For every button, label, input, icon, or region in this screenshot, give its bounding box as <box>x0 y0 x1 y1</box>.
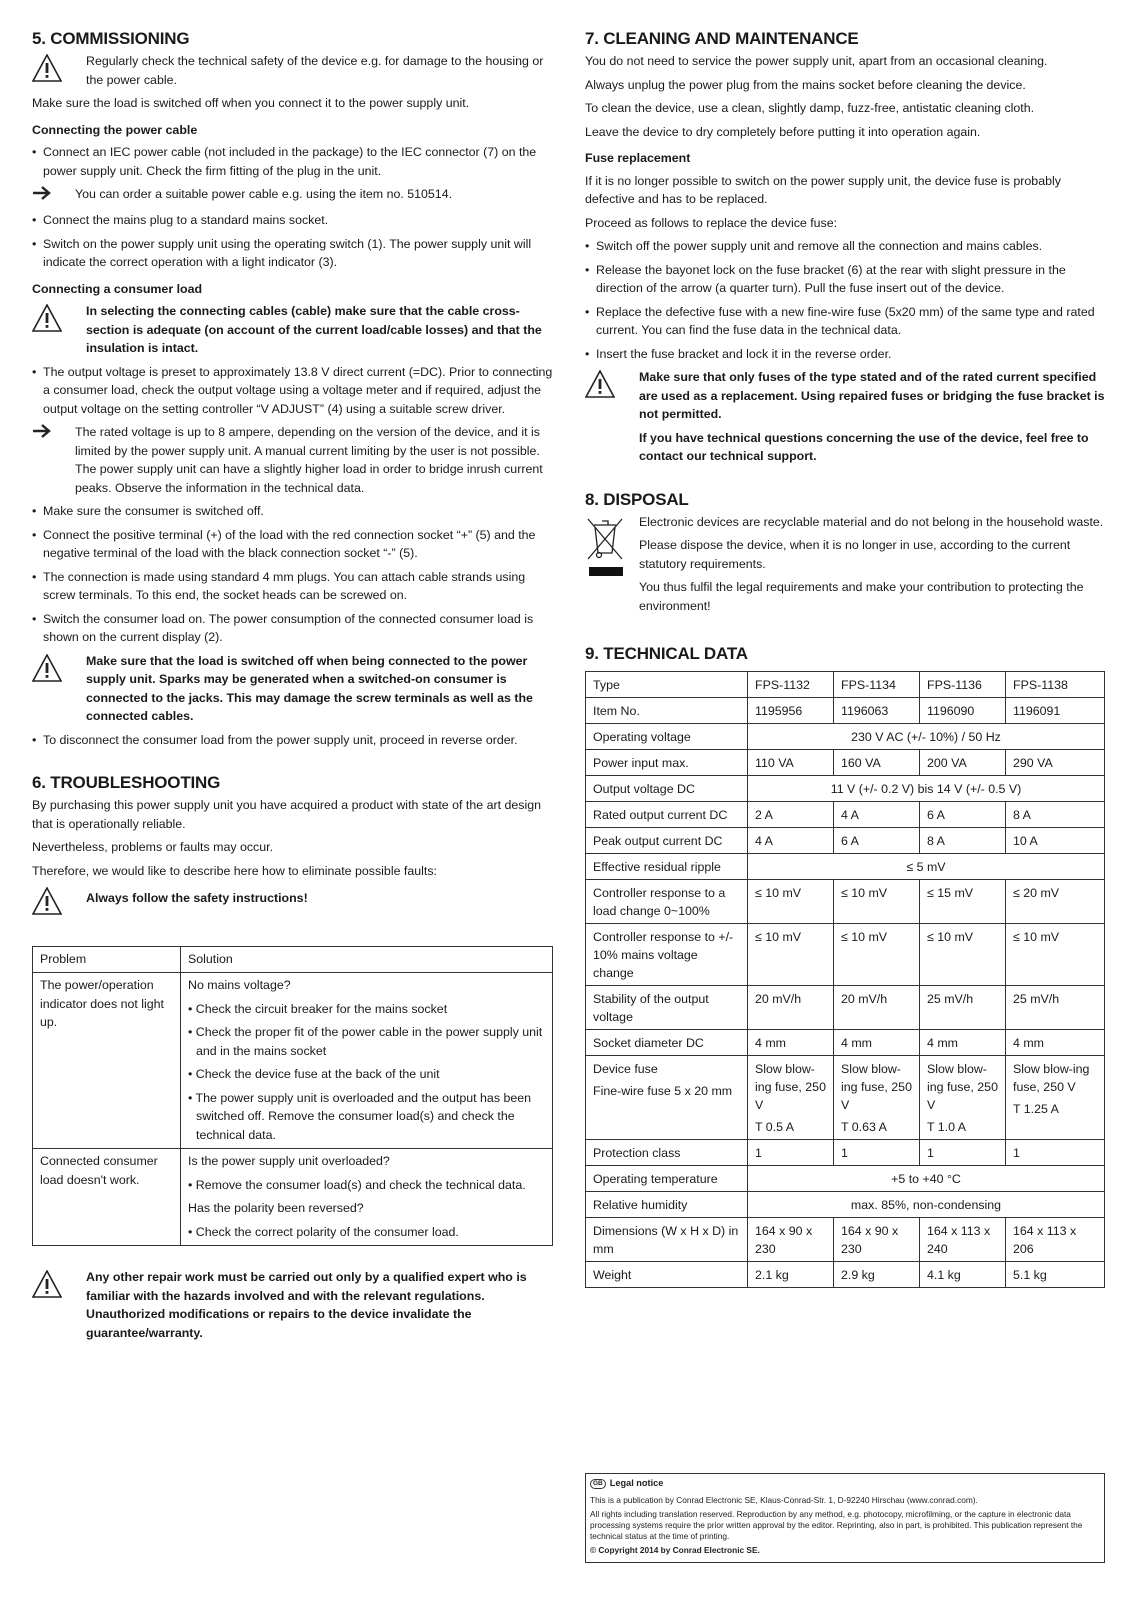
table-cell-label: Operating temperature <box>586 1166 748 1192</box>
table-cell: 4 mm <box>834 1030 920 1056</box>
warning-triangle-icon <box>32 302 86 358</box>
table-cell: ≤ 10 mV <box>748 924 834 986</box>
paragraph: Leave the device to dry completely before putting it into operation again. <box>585 124 981 139</box>
warning-triangle-icon <box>32 652 86 726</box>
table-cell: 164 x 90 x 230 <box>748 1218 834 1262</box>
warning-triangle-icon <box>32 885 86 921</box>
table-cell: ≤ 10 mV <box>834 924 920 986</box>
table-cell-label: Rated output current DC <box>586 802 748 828</box>
table-cell: 290 VA <box>1006 750 1105 776</box>
table-cell: 4 mm <box>748 1030 834 1056</box>
table-cell: 2.1 kg <box>748 1262 834 1288</box>
table-cell: 20 mV/h <box>748 986 834 1030</box>
table-row <box>586 1030 1105 1056</box>
technical-data-table <box>585 671 1105 1288</box>
table-cell: 1196090 <box>920 698 1006 724</box>
table-cell-label: Controller response to a load change 0~100% <box>586 880 748 924</box>
bullet-item: • Switch the consumer load on. The power consumption of the connected consumer load is shown on the current display (2). <box>32 610 553 647</box>
right-arrow-icon <box>32 185 75 206</box>
table-cell: 1195956 <box>748 698 834 724</box>
table-cell: 164 x 113 x 240 <box>920 1218 1006 1262</box>
cell-line: Slow blow-ing fuse, 250 V <box>841 1062 912 1112</box>
table-cell: 1 <box>920 1140 1006 1166</box>
legal-text: All rights including translation reserved. Reproduction by any method, e.g. photocopy, microfilming, or the capture in electronic data processing systems require the prior written approval by the editor. Reprinting, also in part, is prohibited. This publication represent the technical status at the time of printing. <box>590 1509 1083 1541</box>
table-cell: ≤ 10 mV <box>1006 924 1105 986</box>
table-cell: 25 mV/h <box>920 986 1006 1030</box>
table-cell: +5 to +40 °C <box>748 1166 1105 1192</box>
paragraph: You thus fulfil the legal requirements and make your contribution to protecting the environment! <box>639 580 1084 613</box>
table-cell-label: Type <box>586 672 748 698</box>
table-cell-solution <box>181 1149 553 1246</box>
table-cell: max. 85%, non-condensing <box>748 1192 1105 1218</box>
warning-block <box>32 52 553 89</box>
table-row <box>586 1140 1105 1166</box>
warning-block <box>32 652 553 726</box>
table-cell: 1 <box>834 1140 920 1166</box>
solution-line: No mains voltage? <box>188 978 291 992</box>
table-cell-label: Dimensions (W x H x D) in mm <box>586 1218 748 1262</box>
table-cell: 1 <box>1006 1140 1105 1166</box>
table-cell-label: Stability of the output voltage <box>586 986 748 1030</box>
warning-text: Always follow the safety instructions! <box>86 891 308 905</box>
table-cell: 6 A <box>834 828 920 854</box>
table-cell-solution <box>181 973 553 1149</box>
table-cell-label: Output voltage DC <box>586 776 748 802</box>
warning-text: Make sure that the load is switched off when being connected to the power supply unit. Sparks may be generated when a switched-on consumer is connected to the jacks. This may damage the screw terminals as well as the connected cables. <box>86 653 533 723</box>
table-cell: ≤ 15 mV <box>920 880 1006 924</box>
right-arrow-icon <box>32 423 75 497</box>
section-heading-commissioning: 5. COMMISSIONING <box>32 29 190 48</box>
warning-block <box>32 302 553 358</box>
table-cell: 11 V (+/- 0.2 V) bis 14 V (+/- 0.5 V) <box>748 776 1105 802</box>
solution-line: Has the polarity been reversed? <box>188 1201 364 1215</box>
table-row <box>586 672 1105 698</box>
table-row <box>586 698 1105 724</box>
table-cell-label: Effective residual ripple <box>586 854 748 880</box>
warning-triangle-icon <box>585 368 639 466</box>
warning-triangle-icon <box>32 52 86 89</box>
table-cell-label: Peak output current DC <box>586 828 748 854</box>
section-heading-disposal: 8. DISPOSAL <box>585 489 689 509</box>
table-cell: 4 mm <box>920 1030 1006 1056</box>
table-cell-label <box>586 1056 748 1140</box>
bullet-item: • Release the bayonet lock on the fuse bracket (6) at the rear with slight pressure in the direction of the arrow (a quarter turn). Pull the fuse insert out of the device. <box>585 261 1105 298</box>
bullet-item: • Switch on the power supply unit using the operating switch (1). The power supply unit will indicate the correct operation with a light indicator (3). <box>32 235 553 272</box>
troubleshooting-table <box>32 946 553 1247</box>
paragraph: To clean the device, use a clean, slightly damp, fuzz-free, antistatic cleaning cloth. <box>585 101 1035 115</box>
table-row <box>586 986 1105 1030</box>
table-cell: 4 mm <box>1006 1030 1105 1056</box>
paragraph: Proceed as follows to replace the device fuse: <box>585 215 838 230</box>
table-cell-label: Socket diameter DC <box>586 1030 748 1056</box>
note-text: The rated voltage is up to 8 ampere, depending on the version of the device, and it is limited by the power supply unit. A manual current limiting by the user is not possible. The power supply unit can have a slightly higher load in order to bridge inrush current peaks. Observe the information in the technical data. <box>75 425 543 495</box>
table-cell: 110 VA <box>748 750 834 776</box>
table-cell-label: Protection class <box>586 1140 748 1166</box>
table-cell: FPS-1138 <box>1006 672 1105 698</box>
crossed-out-wheelie-bin-icon <box>585 513 639 621</box>
table-cell: 20 mV/h <box>834 986 920 1030</box>
section-heading-cleaning: 7. CLEANING AND MAINTENANCE <box>585 29 859 48</box>
table-row <box>586 1192 1105 1218</box>
warning-text: Any other repair work must be carried out only by a qualified expert who is familiar with the hazards involved and with the relevant regulations. Unauthorized modifications or repairs to the device invalidate the guarantee/warranty. <box>86 1270 527 1340</box>
solution-line: • Check the correct polarity of the consumer load. <box>188 1224 459 1239</box>
table-cell: ≤ 5 mV <box>748 854 1105 880</box>
note-text: You can order a suitable power cable e.g. using the item no. 510514. <box>75 187 453 201</box>
table-cell: 230 V AC (+/- 10%) / 50 Hz <box>748 724 1105 750</box>
table-cell-label: Relative humidity <box>586 1192 748 1218</box>
solution-line: • Remove the consumer load(s) and check the technical data. <box>188 1177 526 1192</box>
paragraph: Therefore, we would like to describe here how to eliminate possible faults: <box>32 863 437 878</box>
table-header-row <box>33 946 553 973</box>
subheading: Fuse replacement <box>585 151 691 165</box>
disposal-block <box>585 513 1105 621</box>
table-cell: FPS-1134 <box>834 672 920 698</box>
cell-line: Slow blow-ing fuse, 250 V <box>1013 1062 1090 1094</box>
table-cell: 5.1 kg <box>1006 1262 1105 1288</box>
table-cell: ≤ 10 mV <box>834 880 920 924</box>
solution-line: • Check the proper fit of the power cable in the power supply unit and in the mains socket <box>188 1025 543 1058</box>
table-cell: 1 <box>748 1140 834 1166</box>
table-cell-problem: The power/operation indicator does not light up. <box>33 973 181 1149</box>
table-cell: ≤ 10 mV <box>748 880 834 924</box>
paragraph: Electronic devices are recyclable material and do not belong in the household waste. <box>639 514 1104 529</box>
table-row <box>586 776 1105 802</box>
cell-line: T 0.63 A <box>841 1120 887 1134</box>
table-cell: 164 x 113 x 206 <box>1006 1218 1105 1262</box>
table-row <box>33 1149 553 1246</box>
solution-line: • Check the circuit breaker for the mains socket <box>188 1001 448 1016</box>
table-cell-label: Item No. <box>586 698 748 724</box>
warning-triangle-icon <box>32 1268 86 1342</box>
solution-line: • The power supply unit is overloaded and the output has been switched off. Remove the consumer load(s) and check the technical data. <box>188 1090 532 1142</box>
warning-text-group <box>639 368 1105 466</box>
bullet-item: • Replace the defective fuse with a new fine-wire fuse (5x20 mm) of the same type and rated current. You can find the fuse data in the technical data. <box>585 303 1105 340</box>
cell-line: Device fuse <box>593 1062 658 1076</box>
table-cell: 2.9 kg <box>834 1262 920 1288</box>
table-cell: FPS-1136 <box>920 672 1006 698</box>
paragraph: Make sure the load is switched off when you connect it to the power supply unit. <box>32 96 470 110</box>
table-cell: 1196091 <box>1006 698 1105 724</box>
warning-block <box>585 368 1105 466</box>
paragraph: Nevertheless, problems or faults may occur. <box>32 840 274 854</box>
paragraph: Always unplug the power plug from the mains socket before cleaning the device. <box>585 77 1026 92</box>
table-row <box>586 750 1105 776</box>
paragraph: If it is no longer possible to switch on the power supply unit, the device fuse is probably defective and has to be replaced. <box>585 173 1061 206</box>
table-cell: ≤ 20 mV <box>1006 880 1105 924</box>
cell-line: T 0.5 A <box>755 1120 795 1134</box>
table-cell-label: Weight <box>586 1262 748 1288</box>
table-cell-problem: Connected consumer load doesn't work. <box>33 1149 181 1246</box>
table-cell: 160 VA <box>834 750 920 776</box>
bullet-item: • To disconnect the consumer load from the power supply unit, proceed in reverse order. <box>32 731 553 750</box>
table-row <box>33 973 553 1149</box>
disposal-text-group <box>639 513 1105 621</box>
bullet-item: • Connect the mains plug to a standard mains socket. <box>32 211 553 230</box>
legal-text: This is a publication by Conrad Electronic SE, Klaus-Conrad-Str. 1, D-92240 Hirschau (www.conrad.com). <box>590 1495 978 1505</box>
table-cell-label: Operating voltage <box>586 724 748 750</box>
bullet-item: • The connection is made using standard 4 mm plugs. You can attach cable strands using screw terminals. To this end, the socket heads can be screwed on. <box>32 568 553 605</box>
warning-block <box>32 1268 553 1342</box>
table-cell <box>748 1056 834 1140</box>
section-heading-technical-data: 9. TECHNICAL DATA <box>585 644 748 663</box>
table-cell <box>834 1056 920 1140</box>
table-row <box>586 828 1105 854</box>
paragraph: Please dispose the device, when it is no longer in use, according to the current statutory requirements. <box>639 538 1071 571</box>
paragraph: You do not need to service the power supply unit, apart from an occasional cleaning. <box>585 54 1048 68</box>
table-cell: 2 A <box>748 802 834 828</box>
table-cell: FPS-1132 <box>748 672 834 698</box>
table-cell: 25 mV/h <box>1006 986 1105 1030</box>
note-block <box>32 423 553 497</box>
warning-block <box>32 885 553 921</box>
table-header-cell: Problem <box>33 946 181 973</box>
table-row <box>586 724 1105 750</box>
table-row <box>586 1056 1105 1140</box>
warning-text: Make sure that only fuses of the type stated and of the rated current specified are used as a replacement. Using repaired fuses or bridging the fuse bracket is not permitted. <box>639 370 1105 421</box>
warning-text: In selecting the connecting cables (cable) make sure that the cable cross-section is adequate (on account of the current load/cable losses) and that the insulation is intact. <box>86 304 542 355</box>
table-cell: 1196063 <box>834 698 920 724</box>
table-cell: 4.1 kg <box>920 1262 1006 1288</box>
subheading: Connecting the power cable <box>32 122 198 137</box>
solution-line: Is the power supply unit overloaded? <box>188 1154 390 1168</box>
table-row <box>586 802 1105 828</box>
table-cell: 6 A <box>920 802 1006 828</box>
table-row <box>586 1262 1105 1288</box>
table-row <box>586 880 1105 924</box>
table-row <box>586 1166 1105 1192</box>
warning-text: Regularly check the technical safety of the device e.g. for damage to the housing or the power cable. <box>86 54 544 87</box>
bullet-item: • Connect the positive terminal (+) of the load with the red connection socket “+” (5) and the negative terminal of the load with the black connection socket “-” (5). <box>32 526 553 563</box>
table-cell: 8 A <box>920 828 1006 854</box>
table-cell: 4 A <box>834 802 920 828</box>
note-block <box>32 185 553 206</box>
country-badge: GB <box>590 1479 606 1489</box>
bullet-item: • Make sure the consumer is switched off. <box>32 502 553 521</box>
solution-line: • Check the device fuse at the back of the unit <box>188 1067 440 1081</box>
cell-line: Fine-wire fuse 5 x 20 mm <box>593 1084 733 1098</box>
cell-line: Slow blow-ing fuse, 250 V <box>927 1062 998 1112</box>
left-column <box>32 28 553 1347</box>
bullet-item: • Insert the fuse bracket and lock it in the reverse order. <box>585 345 1105 364</box>
section-heading-troubleshooting: 6. TROUBLESHOOTING <box>32 773 221 792</box>
table-cell: 200 VA <box>920 750 1006 776</box>
legal-notice-box <box>585 1473 1105 1563</box>
paragraph: By purchasing this power supply unit you have acquired a product with state of the art design that is operationally reliable. <box>32 798 542 831</box>
right-column <box>585 28 1105 1288</box>
table-cell: 8 A <box>1006 802 1105 828</box>
table-cell-label: Power input max. <box>586 750 748 776</box>
bullet-item: • The output voltage is preset to approximately 13.8 V direct current (=DC). Prior to connecting a consumer load, check the output voltage using a voltage meter and if required, adjust the output voltage on the setting controller “V ADJUST” (4) using a suitable screw driver. <box>32 363 553 419</box>
bullet-item: • Switch off the power supply unit and remove all the connection and mains cables. <box>585 237 1105 256</box>
subheading: Connecting a consumer load <box>32 281 203 296</box>
legal-notice-title: Legal notice <box>609 1478 664 1488</box>
table-cell: 164 x 90 x 230 <box>834 1218 920 1262</box>
warning-text: If you have technical questions concerning the use of the device, feel free to contact our technical support. <box>639 430 1089 463</box>
table-cell-label: Controller response to +/- 10% mains voltage change <box>586 924 748 986</box>
table-cell <box>1006 1056 1105 1140</box>
cell-line: Slow blow-ing fuse, 250 V <box>755 1062 826 1112</box>
table-row <box>586 1218 1105 1262</box>
table-cell: 4 A <box>748 828 834 854</box>
cell-line: T 1.0 A <box>927 1120 967 1134</box>
table-row <box>586 854 1105 880</box>
copyright-text: © Copyright 2014 by Conrad Electronic SE. <box>590 1545 760 1555</box>
table-header-cell: Solution <box>181 946 553 973</box>
table-cell <box>920 1056 1006 1140</box>
bullet-item: • Connect an IEC power cable (not included in the package) to the IEC connector (7) on the power supply unit. Check the firm fitting of the plug in the unit. <box>32 143 553 180</box>
cell-line: T 1.25 A <box>1013 1102 1059 1116</box>
table-cell: ≤ 10 mV <box>920 924 1006 986</box>
legal-notice-title-row <box>590 1478 1100 1489</box>
table-row <box>586 924 1105 986</box>
table-cell: 10 A <box>1006 828 1105 854</box>
